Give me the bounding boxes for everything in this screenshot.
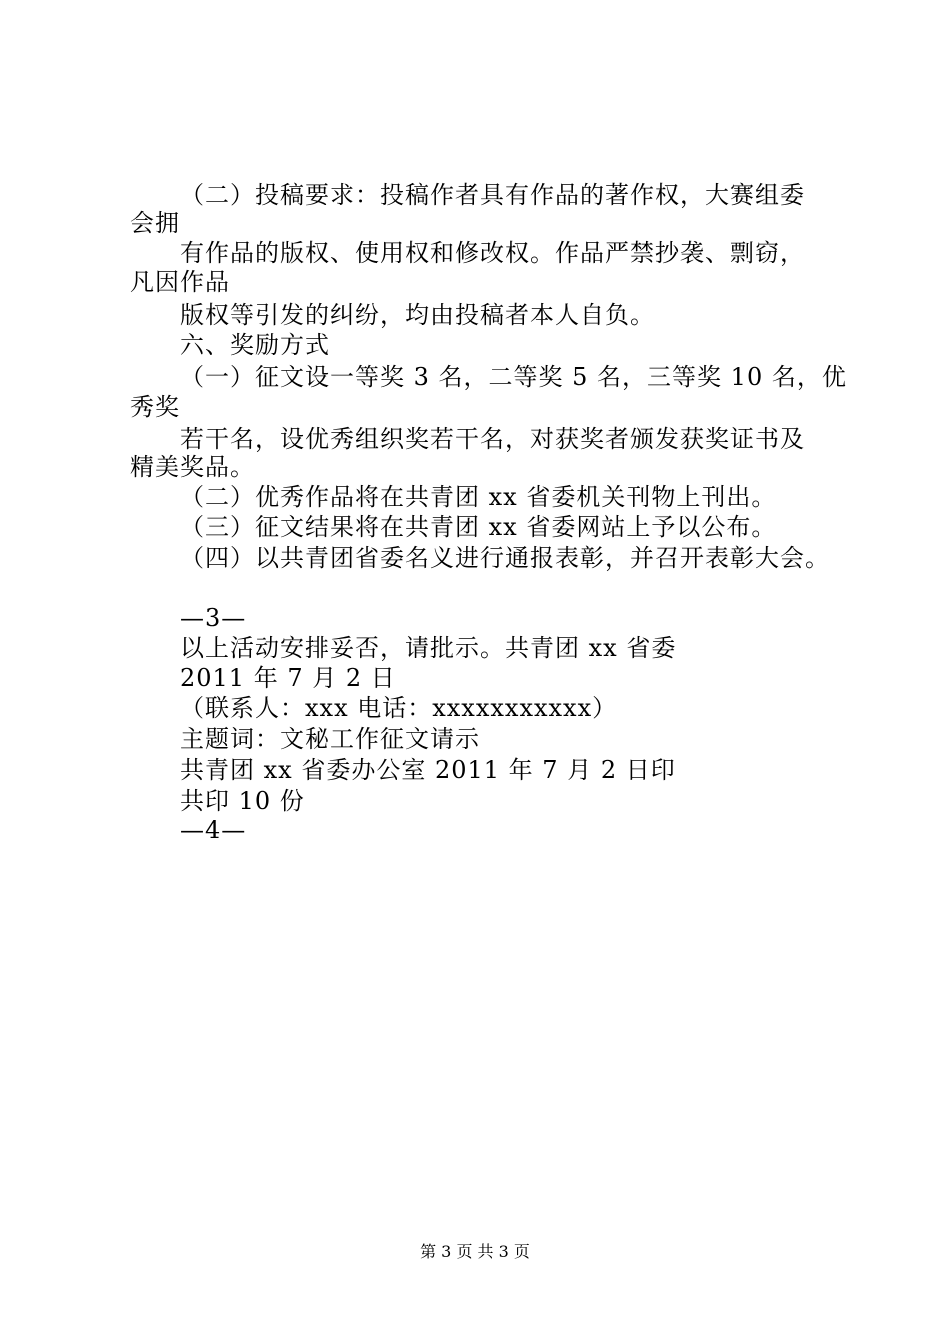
text-line: （一）征文设一等奖 3 名，二等奖 5 名，三等奖 10 名，优 bbox=[180, 363, 847, 391]
page-marker: —3— bbox=[180, 604, 247, 632]
date-line: 2011 年 7 月 2 日 bbox=[180, 664, 396, 692]
text-line: 会拥 bbox=[130, 209, 180, 237]
text-line: 精美奖品。 bbox=[130, 453, 255, 481]
copies-line: 共印 10 份 bbox=[180, 787, 305, 815]
issuer-line: 共青团 xx 省委办公室 2011 年 7 月 2 日印 bbox=[180, 756, 676, 784]
section-heading: 六、奖励方式 bbox=[180, 331, 330, 359]
subject-line: 主题词：文秘工作征文请示 bbox=[180, 725, 480, 753]
page-marker: —4— bbox=[180, 816, 247, 844]
page-footer: 第 3 页 共 3 页 bbox=[420, 1242, 530, 1261]
text-line: （二）投稿要求：投稿作者具有作品的著作权，大赛组委 bbox=[180, 181, 805, 209]
text-line: （四）以共青团省委名义进行通报表彰，并召开表彰大会。 bbox=[180, 544, 830, 572]
text-line: 版权等引发的纠纷，均由投稿者本人自负。 bbox=[180, 301, 655, 329]
text-line: （三）征文结果将在共青团 xx 省委网站上予以公布。 bbox=[180, 513, 777, 541]
text-line: 有作品的版权、使用权和修改权。作品严禁抄袭、剽窃， bbox=[180, 239, 805, 267]
text-line: 以上活动安排妥否，请批示。共青团 xx 省委 bbox=[180, 634, 677, 662]
text-line: 若干名，设优秀组织奖若干名，对获奖者颁发获奖证书及 bbox=[180, 425, 805, 453]
contact-line: （联系人：xxx 电话：xxxxxxxxxxx） bbox=[180, 694, 618, 722]
text-line: （二）优秀作品将在共青团 xx 省委机关刊物上刊出。 bbox=[180, 483, 777, 511]
text-line: 凡因作品 bbox=[130, 268, 230, 296]
text-line: 秀奖 bbox=[130, 393, 180, 421]
